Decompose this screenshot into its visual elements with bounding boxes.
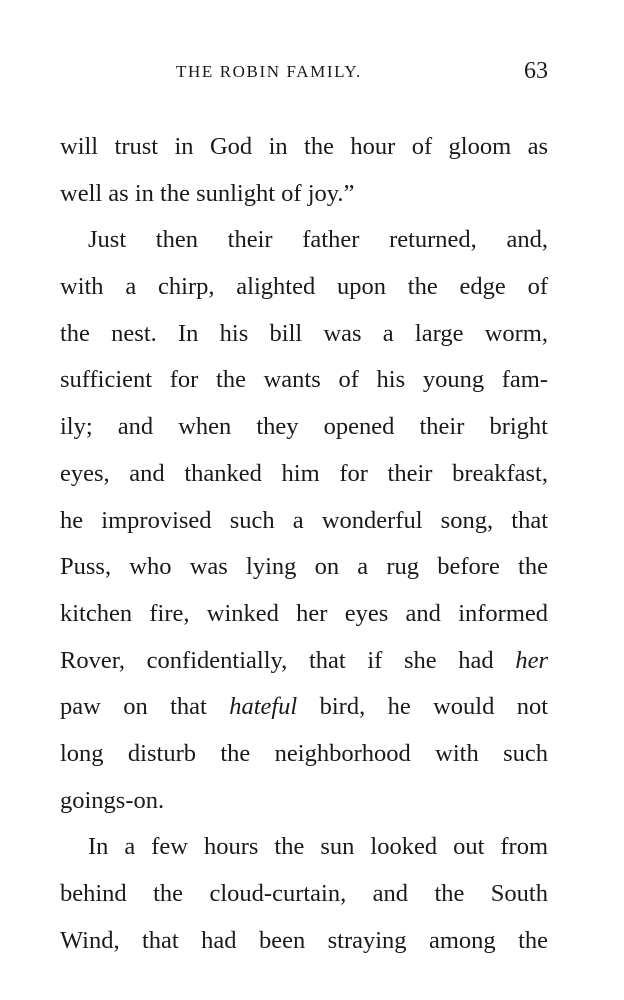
- text-segment: he improvised such a wonderful song, that: [60, 506, 548, 534]
- text-line: [60, 404, 548, 451]
- text-line: [60, 731, 548, 778]
- text-segment: bird, he would not: [297, 693, 548, 721]
- text-segment: with a chirp, alighted upon the edge of: [60, 273, 548, 301]
- text-segment: goings-on.: [60, 786, 165, 814]
- text-line: [60, 171, 548, 218]
- text-line: [60, 217, 548, 264]
- italic-text: her: [515, 646, 548, 674]
- text-line: [60, 871, 548, 918]
- italic-text: hateful: [229, 693, 298, 721]
- text-segment: eyes, and thanked him for their breakfast,: [60, 459, 548, 487]
- text-line: [60, 778, 548, 825]
- text-segment: ily; and when they opened their bright: [60, 413, 548, 441]
- text-segment: Rover, confidentially, that if she had: [60, 646, 516, 674]
- text-line: [60, 498, 548, 545]
- running-title: THE ROBIN FAMILY.: [176, 62, 362, 81]
- page-number: 63: [524, 58, 548, 84]
- text-segment: well as in the sunlight of joy.”: [60, 179, 355, 207]
- text-segment: paw on that: [60, 693, 230, 721]
- text-line: [60, 638, 548, 685]
- text-segment: Just then their father returned, and,: [88, 226, 548, 254]
- text-segment: long disturb the neighborhood with such: [60, 739, 548, 767]
- text-line: [60, 684, 548, 731]
- text-segment: kitchen fire, winked her eyes and informed: [60, 599, 548, 627]
- body-text: [60, 124, 548, 964]
- text-line: [60, 124, 548, 171]
- text-segment: will trust in God in the hour of gloom as: [60, 133, 548, 160]
- text-line: [60, 311, 548, 358]
- text-line: [60, 544, 548, 591]
- text-segment: Wind, that had been straying among the: [60, 926, 548, 954]
- text-segment: the nest. In his bill was a large worm,: [60, 319, 548, 347]
- text-segment: sufficient for the wants of his young fam-: [60, 366, 548, 394]
- text-line: [60, 824, 548, 871]
- text-line: [60, 451, 548, 498]
- text-line: [60, 591, 548, 638]
- text-segment: Puss, who was lying on a rug before the: [60, 553, 548, 581]
- text-segment: In a few hours the sun looked out from: [88, 833, 548, 861]
- text-line: [60, 264, 548, 311]
- text-line: [60, 918, 548, 965]
- text-line: [60, 357, 548, 404]
- text-segment: behind the cloud-curtain, and the South: [60, 880, 548, 907]
- running-head: [60, 58, 548, 90]
